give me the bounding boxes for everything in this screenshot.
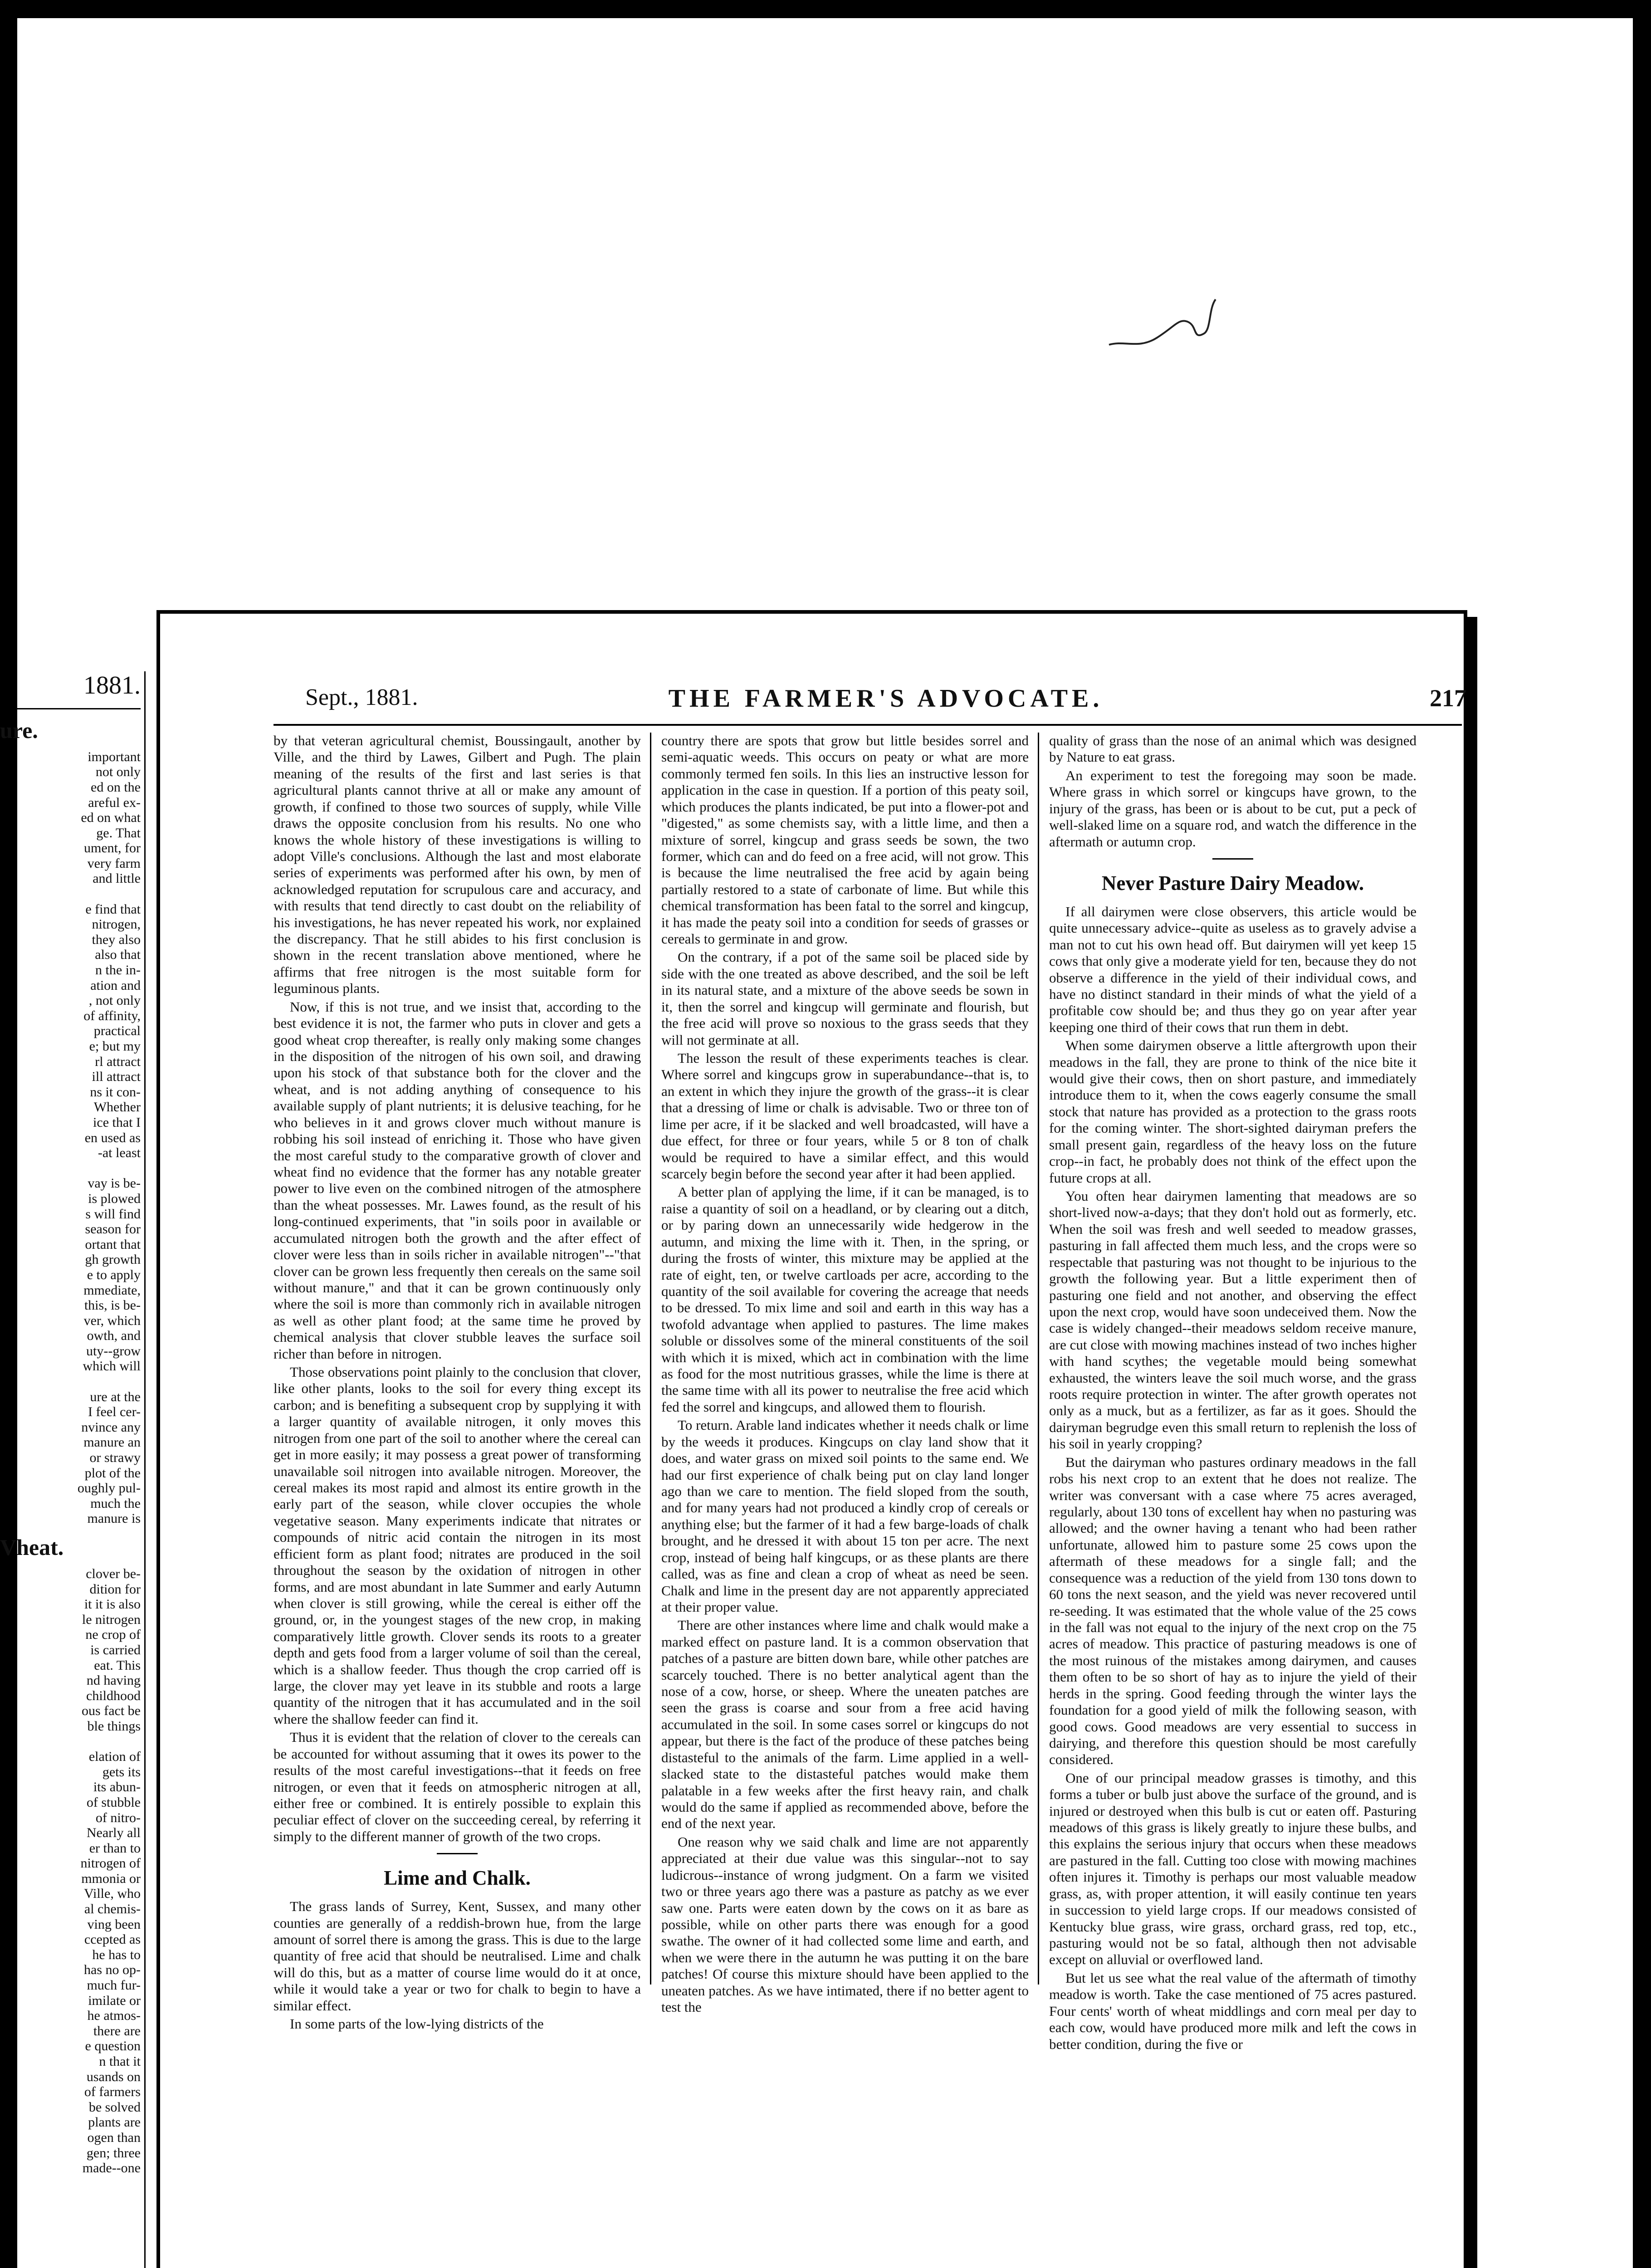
col1-divider <box>437 1853 478 1854</box>
col1-paragraph: In some parts of the low-lying districts of the <box>290 2016 544 2032</box>
prev-page-line: much the <box>90 1496 141 1511</box>
prev-page-line: en used as <box>84 1130 141 1145</box>
col3-paragraph: But let us see what the real value of the aftermath of timothy meadow is worth. Take the case mentioned of 75 acres pastured. Four cents' worth of wheat middlings and corn meal per day to each cow, would have produced more milk and left the cows in better condition, during the five or <box>1049 1970 1417 2052</box>
prev-page-line <box>0 1374 141 1389</box>
prev-page-line: and little <box>93 871 141 886</box>
scan-border-top <box>0 0 1651 18</box>
prev-page-line: rl attract <box>95 1054 141 1069</box>
prev-page-line: not only <box>95 764 141 780</box>
prev-page-line: -at least <box>98 1145 141 1161</box>
col2-paragraph: A better plan of applying the lime, if it can be managed, is to raise a quantity of soil on a headland, or by clearing out a ditch, or by paring down an unnecessarily wide hedgerow in the autumn, and mixing the lime with it. Then, in the spring, or during the frosts of winter, this mixture may be applied at the rate of eight, ten, or twelve cartloads per acre, according to the quantity of the soil available for covering the acreage that needs to be dressed. To mix lime and soil and earth in this way has a twofold advantage when applied to pastures. The lime makes soluble or dissolves some of the mineral constituents of the soil with which it is mixed, which act in combination with the lime as food for the most nutritious grasses, while the lime is there at the same time with all its power to neutralise the free acid which fed the sorrel and kingcups, and allowed them to flourish. <box>661 1184 1029 1415</box>
prev-page-line: nitrogen of <box>80 1856 141 1871</box>
prev-page-line: he has to <box>92 1947 141 1962</box>
prev-page-line: or strawy <box>89 1450 141 1466</box>
prev-page-line: e question <box>85 2038 141 2054</box>
column-separator <box>650 733 651 1984</box>
header-page-number: 217 <box>1430 684 1466 712</box>
prev-page-line: which will <box>83 1359 141 1374</box>
col2-paragraph: To return. Arable land indicates whether it needs chalk or lime by the weeds it produces. Kingcups on clay land show that it does, and water grass on mixed soil points to the same end. We had our first experience of chalk being put on clay land longer ago than we care to mention. The field sloped from the south, and for many years had not produced a kindly crop of cereals or anything else; but the farmer of it had a few barge-loads of chalk brought, and he dressed it with about 15 ton per acre. The next crop, instead of being half kingcups, or as these plants are there called, was as fine and clean a crop of wheat as need be seen. Chalk and lime in the present day are not apparently appreciated at their proper value. <box>661 1417 1029 1615</box>
column-3 <box>1049 733 1417 2268</box>
scan-border-right <box>1633 0 1651 2268</box>
header-date: Sept., 1881. <box>305 684 418 710</box>
prev-page-line: n the in- <box>95 963 141 978</box>
prev-page-line: of stubble <box>86 1794 141 1810</box>
prev-page-line: gen; three <box>86 2145 141 2160</box>
prev-page-line: also that <box>95 947 141 963</box>
col2-paragraph: country there are spots that grow but little besides sorrel and semi-aquatic weeds. This occurs on peaty or what are more commonly termed fen soils. In this lies an instructive lesson for application in the case in question. If a portion of this peaty soil, which produces the plants indicated, be put into a flower-pot and "digested," as some chemists say, with a little lime, and then a mixture of sorrel, kingcup and grass seeds be sown, the two former, which can and do feed on a free acid, will not grow. This is because the lime neutralised the free acid by again being partially restored to a state of carbonate of lime. But while this chemical transformation has been fatal to the sorrel and kingcup, it has made the peaty soil into a condition for seeds of grasses or cereals to germinate in and grow. <box>661 733 1029 947</box>
prev-page-line <box>0 886 141 902</box>
prev-page-line: dition for <box>89 1581 141 1597</box>
prev-page-line: ument, for <box>84 841 141 856</box>
prev-page-line: nd having <box>86 1673 141 1688</box>
prev-page-heading-2: Vheat. <box>0 1535 64 1560</box>
prev-page-line: ble things <box>87 1718 141 1734</box>
prev-page-line: of farmers <box>84 2084 141 2100</box>
prev-page-line: nitrogen, <box>92 917 141 932</box>
article-heading-lime-and-chalk: Lime and Chalk. <box>384 1867 531 1890</box>
col2-paragraph: On the contrary, if a pot of the same soil be placed side by side with the one treated as above described, and the soil be left in its natural state, and a mixture of the above seeds be sown in it, then the sorrel and kingcup will germinate and flourish, but the free acid will prove so noxious to the grass seeds that they will not germinate at all. <box>661 949 1029 1048</box>
prev-page-line: mmonia or <box>81 1871 141 1886</box>
prev-page-heading-1: ure. <box>0 717 38 743</box>
prev-page-line: ous fact be <box>82 1703 141 1719</box>
col3-divider <box>1212 858 1253 860</box>
prev-page-lines-2 <box>0 1566 141 2176</box>
col1-paragraph: The grass lands of Surrey, Kent, Sussex, and many other counties are generally of a reddish-brown hue, from the large amount of sorrel there is among the grass. This is due to the large quantity of free acid that should be neutralised. Lime and chalk will do this, but as a matter of course lime would do it at once, while it would take a year or two for chalk to begin to have a similar effect. <box>274 1898 641 2014</box>
prev-page-line: they also <box>92 932 141 947</box>
header-title: THE FARMER'S ADVOCATE. <box>668 684 1104 713</box>
col3-paragraph: If all dairymen were close observers, this article would be quite unnecessary advice--quite as useless as to gravely advise a man not to cut his own head off. But dairymen will yet keep 15 cows that only give a moderate yield for ten, because they do not observe a difference in the yield of their individual cows, and have no distinct standard in their minds of what the yield of a profitable cow should be; and thus they go on year after year keeping one third of their cows that run them in debt. <box>1049 903 1417 1035</box>
prev-page-line: very farm <box>87 855 141 871</box>
prev-page-line: vay is be- <box>88 1176 141 1191</box>
prev-page-line: , not only <box>88 993 141 1008</box>
prev-page-line: plot of the <box>84 1465 141 1481</box>
prev-page-line: important <box>88 749 141 764</box>
col3-paragraph: When some dairymen observe a little aftergrowth upon their meadows in the fall, they are prone to think of the nice bite it would give their cows, then on short pasture, and immediately introduce them to it, when the cows eagerly consume the small stock that nature has provided as a protection to the grass roots for the coming winter. The short-sighted dairyman prefers the small present gain, regardless of the heavy loss on the future crop--in fact, he probably does not think of the effect upon the future crops at all. <box>1049 1037 1417 1186</box>
col1-paragraph: Those observations point plainly to the conclusion that clover, like other plants, looks to the soil for every thing except its carbon; and is benefiting a subsequent crop by supplying it with a larger quantity of available nitrogen, it only moves this nitrogen from one part of the soil to another where the cereal can get in more easily; it may possess a great power of transforming unavailable soil nitrogen into available nitrogen. Moreover, the cereal makes its most rapid and almost its entire growth in the early part of the season, while clover occupies the whole vegetative season. Many experiments indicate that nitrates or compounds of nitric acid contain the nitrogen in its most efficient form as plant food; nitrates are produced in the soil throughout the season by the oxidation of nitrogen in other forms, and are most abundant in late Summer and early Autumn when clover is still growing, while the cereal is either off the ground, or, in the youngest stages of the new crop, in making comparatively little growth. Clover sends its roots to a greater depth and gets food from a larger volume of soil than the cereal, which is a shallow feeder. Thus though the crop carried off is large, the clover may yet leave in its stubble and roots a large quantity of the nitrogen that it has accumulated and in the soil where the shallow feeder can find it. <box>274 1364 641 1727</box>
prev-page-line: gh growth <box>85 1252 141 1267</box>
prev-page-line: e; but my <box>89 1039 141 1054</box>
col2-paragraph: One reason why we said chalk and lime are not apparently appreciated at their due value was this singular--not to say ludicrous--instance of wrong judgment. On a farm we visited two or three years ago there was a pasture as patchy as we ever saw one. Parts were eaten down by the cows on it as bare as possible, while on other parts there was enough for a good swathe. The owner of it had collected some lime and earth, and when we were there in the autumn he was putting it on the bare patches! Of course this mixture should have been applied to the uneaten patches. As we have intimated, there if no better agent to test the <box>661 1833 1029 2015</box>
column-1 <box>274 733 641 2268</box>
prev-page-line: there are <box>93 2023 141 2038</box>
prev-page-line: childhood <box>86 1688 141 1703</box>
prev-page-line: I feel cer- <box>88 1404 141 1420</box>
prev-page-line <box>0 1734 141 1750</box>
prev-page-line: nvince any <box>81 1419 141 1435</box>
previous-page-fragment <box>0 671 141 2268</box>
prev-page-line: it it is also <box>84 1597 141 1612</box>
prev-page-line: much fur- <box>87 1978 141 1993</box>
column-2 <box>661 733 1029 2268</box>
prev-page-line: manure an <box>83 1435 141 1450</box>
prev-page-line: ed on the <box>91 779 141 795</box>
prev-page-line: ill attract <box>92 1069 141 1085</box>
prev-page-lines-1 <box>0 749 141 1526</box>
prev-page-line: be solved <box>88 2099 141 2115</box>
prev-page-line: ation and <box>90 978 141 993</box>
prev-page-line: ns it con- <box>90 1084 141 1100</box>
pencil-squiggle-mark <box>1107 290 1225 358</box>
prev-page-line: ure at the <box>90 1389 141 1404</box>
prev-page-line: al chemis- <box>84 1901 141 1917</box>
prev-page-line <box>0 1161 141 1176</box>
prev-page-line: n that it <box>99 2054 141 2069</box>
col1-paragraph: Thus it is evident that the relation of clover to the cereals can be accounted for without assuming that it owes its power to the results of the most careful investigations--that it feeds on free nitrogen, or even that it feeds on atmospheric nitrogen at all, either free or combined. It is entirely possible to explain this peculiar effect of clover on the succeeding cereal, by referring it simply to the different manner of growth of the two crops. <box>274 1729 641 1844</box>
prev-page-line: mmediate, <box>83 1282 141 1298</box>
prev-page-line: ne crop of <box>85 1627 141 1642</box>
prev-page-line: practical <box>93 1023 141 1039</box>
prev-page-line: clover be- <box>86 1566 141 1581</box>
prev-page-line: le nitrogen <box>82 1612 141 1627</box>
page-shadow-right <box>1467 617 1477 2268</box>
prev-page-line: gets its <box>102 1764 141 1779</box>
col3-paragraph: You often hear dairymen lamenting that meadows are so short-lived now-a-days; that they don't hold out as formerly, etc. When the soil was fresh and well seeded to meadow grasses, pasturing in fall affected them much less, and the crops were so respectable that pasturing was not thought to be injurious to the growth the following year. But a little experiment then of pasturing one field and not another, and observing the effect upon the next crop, would have soon undeceived them. Now the case is widely changed--their meadows seldom receive manure, are cut close with mowing machines instead of two inches higher with hand scythes; the vegetable mould being somewhat exhausted, the winters leave the soil much worse, and the grass roots require protection in winter. The after growth operates not only as a muck, but as a fertilizer, as far as it goes. Should the dairyman begrudge even this small return to replenish the loss of his soil in yearly cropping? <box>1049 1188 1417 1452</box>
prev-page-line: uty--grow <box>86 1343 141 1359</box>
prev-page-line: made--one <box>82 2160 141 2176</box>
prev-page-line: er than to <box>89 1840 141 1856</box>
col3-paragraph: But the dairyman who pastures ordinary meadows in the fall robs his next crop to an extent that he does not realize. The writer was conversant with a case where 75 acres averaged, regularly, about 130 tons of excellent hay when no pasturing was allowed; and the owner having a tenant who had been rather unfortunate, allowed him to pasture some 25 cows upon the aftermath of these meadows for a single fall; and the consequence was a reduction of the yield from 130 tons down to 60 tons the next season, and the yield was never recovered until re-seeding. It was estimated that the whole value of the 25 cows in the fall was not equal to the injury of the next crop on the 75 acres of meadow. This practice of pasturing meadows is one of the most ruinous of the mistakes among dairymen, and causes them often to be so short of hay as to injure the yield of their herds in the spring. Good feeding through the winter lays the foundation for a good yield of milk the following season, with good cows. Good meadows are very essential to success in dairying, and therefore this question should be most carefully considered. <box>1049 1454 1417 1768</box>
prev-page-line: ving been <box>87 1916 141 1932</box>
prev-page-line: elation of <box>88 1749 141 1765</box>
prev-page-line: ed on what <box>81 810 141 826</box>
prev-page-line: its abun- <box>93 1779 141 1795</box>
prev-page-line: e to apply <box>87 1267 141 1282</box>
prev-page-line: areful ex- <box>88 795 141 810</box>
page-header <box>305 684 1466 717</box>
prev-page-line: season for <box>85 1222 141 1237</box>
col2-paragraph: The lesson the result of these experiments teaches is clear. Where sorrel and kingcups grow in superabundance--that is, to an extent in which they injure the growth of the grass--it is clear that a dressing of lime or chalk is advisable. Two or three ton of lime per acre, if it be slacked and well broadcasted, will have a due effect, for three or four years, while 5 or 8 ton of chalk would be required to have a similar effect, and this would scarcely begin before the second year after it had been applied. <box>661 1050 1029 1182</box>
prev-page-year: 1881. <box>83 671 141 699</box>
col1-paragraph: Now, if this is not true, and we insist that, according to the best evidence it is not, the farmer who puts in clover and gets a good wheat crop thereafter, is really only making some changes in the disposition of the nitrogen of his own soil, and drawing upon his stock of that substance both for the clover and the wheat, and is not adding anything of consequence to his available supply of plant nutrients; it is delusive teaching, for he who believes in it and grows clover much without manure is robbing his soil instead of enriching it. Those who have given the most careful study to the comparative growth of clover and wheat find no evidence that the former has any notable greater power to live even on the combined nitrogen of the atmosphere than the wheat possesses. Mr. Lawes found, as the result of his long-continued experiments, that "in soils poor in available or accumulated nitrogen both the growth and the after effect of clover were less than in soils richer in available nitrogen"--"that clover can be grown less frequently then cereals on the same soil without manure," and that it can be grown continuously only where the soil is more than commonly rich in available nitrogen as well as other plant food; at the same time he proved by chemical analysis that clover stubble leaves the surface soil richer than before in nitrogen. <box>274 998 641 1362</box>
prev-page-line: of nitro- <box>95 1810 141 1825</box>
prev-page-line: ver, which <box>83 1313 141 1328</box>
col3-paragraph: quality of grass than the nose of an animal which was designed by Nature to eat grass. <box>1049 733 1417 765</box>
col2-paragraph: There are other instances where lime and chalk would make a marked effect on pasture land. It is a common observation that patches of a pasture are bitten down bare, while other patches are scarcely touched. There is no better analytical agent than the nose of a cow, horse, or sheep. Where the uneaten patches are seen the grass is coarse and sour from a free acid having accumulated in the soil. In some cases sorrel or kingcups do not appear, but there is the fact of the produce of these patches being distasteful to the animals of the farm. Lime applied in a well-slacked state to the distasteful patches would make them palatable in a few weeks after the first heavy rain, and chalk would do the same if applied as recommended above, before the end of the next year. <box>661 1617 1029 1832</box>
prev-page-line: ice that I <box>93 1114 141 1130</box>
prev-page-line: e find that <box>85 901 141 917</box>
prev-page-line: plants are <box>88 2115 141 2130</box>
prev-page-line: ccepted as <box>84 1932 141 1947</box>
prev-page-line: imilate or <box>88 1993 141 2008</box>
prev-page-line: s will find <box>85 1206 141 1222</box>
prev-page-line: owth, and <box>87 1328 141 1344</box>
prev-page-line: this, is be- <box>84 1298 141 1313</box>
previous-page-right-edge <box>144 671 146 2268</box>
prev-page-line: Nearly all <box>86 1825 141 1841</box>
article-heading-never-pasture-dairy-meadow: Never Pasture Dairy Meadow. <box>1101 871 1364 894</box>
prev-page-line: has no op- <box>84 1962 141 1978</box>
col3-paragraph: One of our principal meadow grasses is timothy, and this forms a tuber or bulb just above the surface of the ground, and is injured or destroyed when this bulb is cut or eaten off. Pasturing meadows of this grass is likely greatly to injure these bulbs, and this explains the serious injury that occurs when these meadows are pastured in the fall. Cutting too close with mowing machines often injures it. Timothy is perhaps our most valuable meadow grass, as, with proper attention, it will easily continue ten years in succession to yield large crops. If our meadows consisted of Kentucky blue grass, wire grass, orchard grass, red top, etc., pasturing would not be so fatal, although then not advisable except on alluvial or overflowed land. <box>1049 1769 1417 1968</box>
prev-page-line: ogen than <box>87 2130 141 2145</box>
prev-page-line: Whether <box>93 1100 141 1115</box>
prev-page-line: oughly pul- <box>77 1481 141 1496</box>
prev-page-rule <box>0 708 141 709</box>
prev-page-line: is plowed <box>88 1191 141 1206</box>
prev-page-line: he atmos- <box>87 2008 141 2024</box>
prev-page-line: is carried <box>90 1642 141 1657</box>
newspaper-page <box>156 610 1467 2268</box>
prev-page-line: eat. This <box>94 1657 141 1673</box>
prev-page-line: ortant that <box>85 1237 141 1252</box>
col3-paragraph: An experiment to test the foregoing may soon be made. Where grass in which sorrel or kingcups have grown, to the injury of the grass, has been or is about to be cut, put a peck of well-slaked lime on a square rod, and watch the difference in the aftermath or autumn crop. <box>1049 767 1417 850</box>
column-separator <box>1038 733 1039 1984</box>
prev-page-line: usands on <box>86 2069 141 2084</box>
prev-page-line: Ville, who <box>84 1886 141 1901</box>
prev-page-line: manure is <box>87 1511 141 1526</box>
col1-paragraph: by that veteran agricultural chemist, Boussingault, another by Ville, and the third by Lawes, Gilbert and Pugh. The plain meaning of the results of the first and last series is that agricultural plants cannot thrive at all or make any amount of growth, if confined to those two sources of supply, while Ville draws the opposite conclusion from his results. No one who knows the whole history of these investigations is willing to adopt Ville's conclusions. Although the last and most elaborate series of experiments was performed after his own, by men of acknowledged reputation for scrupulous care and accuracy, and with results that tend directly to cast doubt on the reliability of his investigations, he has never repeated his work, nor explained the discrepancy. That he still abides to his first conclusion is shown in the recent translation above mentioned, where he affirms that free nitrogen is the most suitable form for leguminous plants. <box>274 733 641 997</box>
prev-page-line: ge. That <box>96 825 141 841</box>
header-rule <box>274 724 1462 726</box>
prev-page-line: of affinity, <box>83 1008 141 1023</box>
